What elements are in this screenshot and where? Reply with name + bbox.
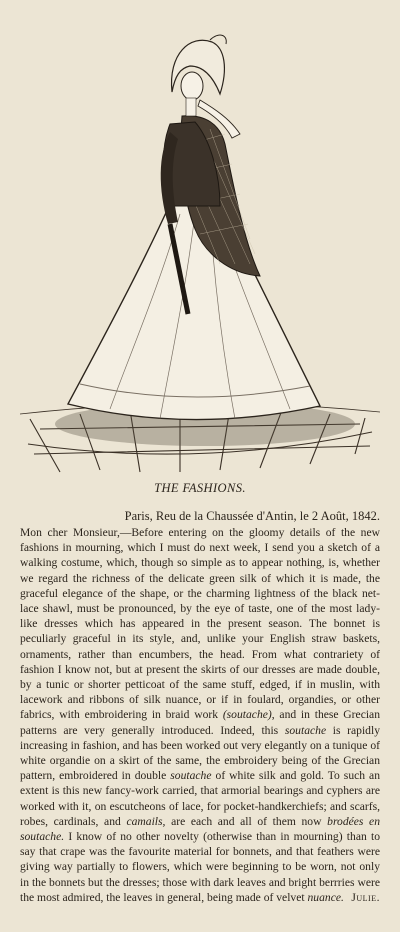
body-text-6: I know of no other novelty (otherwise than in mourning) than to say that crape was the favourite material for bonnets, and that feathers were giving way partially to flowers, which were beginning to be worn, not only in the bonnets but the dresses; those with dark leaves and bright berrries were the most admired, the leaves in general, being made of velvet: [20, 830, 380, 904]
fashion-illustration: [20, 14, 380, 476]
skirt: [68, 204, 320, 420]
body-text-4: of white silk and gold. To such an extent is this new fancy-work carried, that armorial bearings and cyphers are worked with it, on escutcheons of lace, for pocket-handkerchiefs; and scarfs, robes, cardinals, and: [20, 769, 380, 828]
soutache-term-3: soutache: [170, 769, 212, 783]
article-body: [20, 525, 380, 925]
camails-term: camails,: [126, 814, 166, 828]
signature: Julie.: [351, 890, 380, 904]
body-text-3: is rapidly increasing in fashion, and has been worked out very elegantly on a tunique of white organdie on a skirt of the same, the embroidery being of the Grecian pattern, embroidered in double: [20, 723, 380, 783]
body-text-5: are each and all of them now: [171, 814, 322, 828]
body-text-1: Mon cher Monsieur,—Before entering on the gloomy details of the new fashions in mourning, which I must do next week, I send you a sketch of a walking costume, which, though so simple as to appear nothing, is, whether we regard the richness of the delicate green silk of which it is made, the graceful elegance of the shape, or the charming lightness of the black net-lace shawl, must be pronounced, by the eye of taste, one of the most lady-like dresses which has appeared in the present season. The bonnet is peculiarly graceful in its style, and, unlike your English straw baskets, ornaments, rather than encumbers, the head. From what contrariety of fashion I know not, but at present the skirts of our dresses are made double, by a tunic or shorter petticoat of the same stuff, edged, if in muslin, with lacework and ribbons of silk nuance, or if in foulard, organdies, or other fabrics, with embroidering in braid work: [20, 526, 380, 722]
article-paragraph: [20, 525, 380, 905]
letter-dateline: Paris, Reu de la Chaussée d'Antin, le 2 Août, 1842.: [124, 509, 380, 523]
body-text-2: , and in these Grecian patterns are very generally introduced. Indeed, this: [20, 708, 380, 737]
soutache-term-2: soutache: [284, 723, 327, 737]
nuance-term: nuance.: [307, 890, 344, 904]
illustration-caption: THE FASHIONS.: [154, 481, 246, 495]
soutache-term-1: (soutache): [222, 708, 272, 722]
brodees-term: brodées en soutache.: [20, 814, 380, 844]
face: [181, 72, 203, 100]
